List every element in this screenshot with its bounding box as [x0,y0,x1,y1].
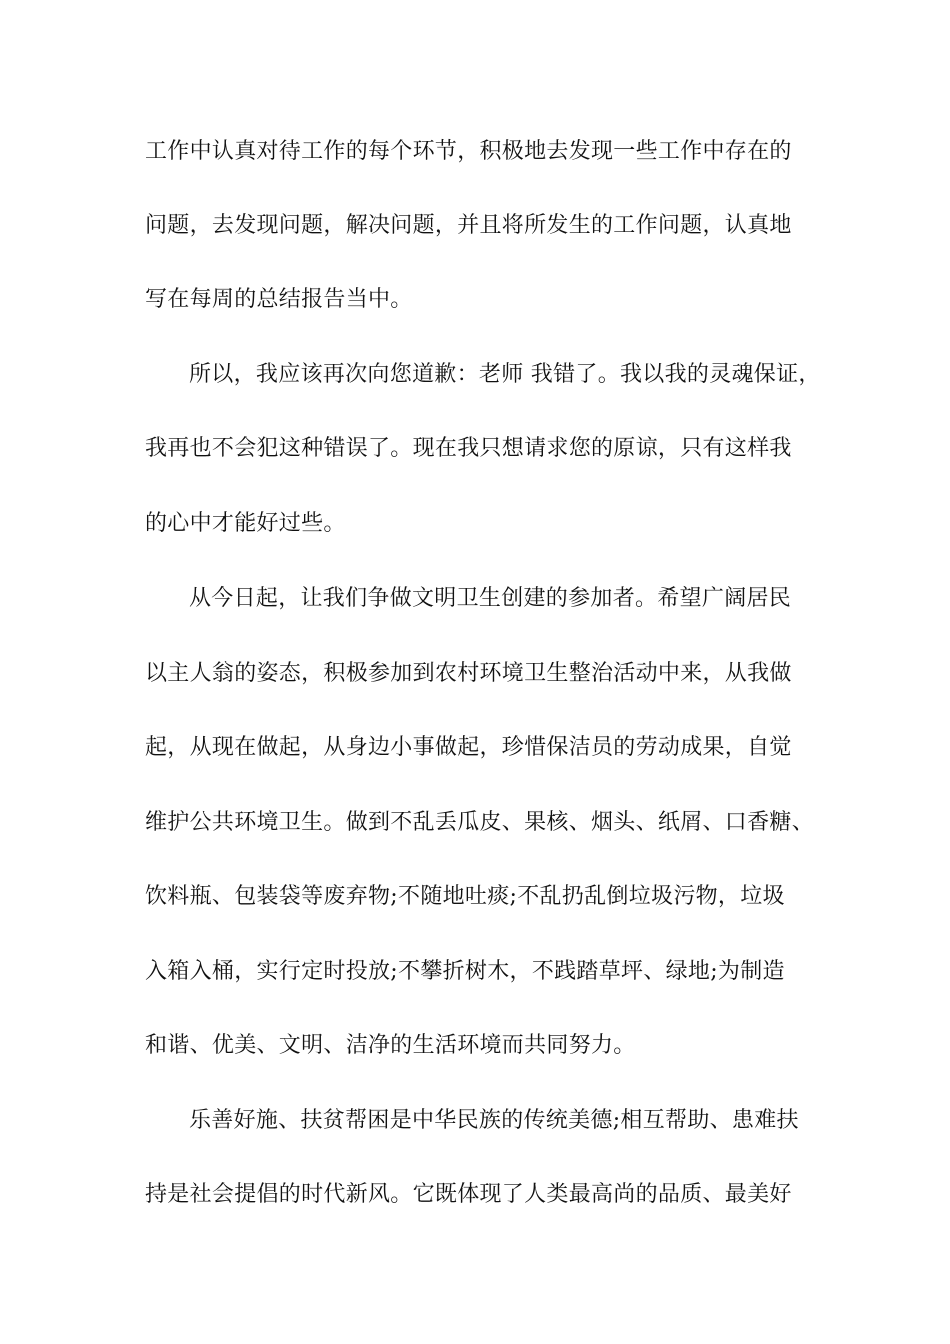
text-line: 维护公共环境卫生。做到不乱丢瓜皮、果核、烟头、纸屑、口香糖、 [145,810,815,835]
text-line: 的心中才能好过些。 [145,511,346,536]
text-line: 写在每周的总结报告当中。 [145,287,413,312]
text-line: 和谐、优美、文明、洁净的生活环境而共同努力。 [145,1033,636,1058]
paragraph-first-line: 乐善好施、扶贫帮困是中华民族的传统美德;相互帮助、患难扶 [189,1108,799,1133]
paragraph-first-line: 从今日起，让我们争做文明卫生创建的参加者。希望广阔居民 [189,586,792,611]
text-line: 问题，去发现问题，解决问题，并且将所发生的工作问题，认真地 [145,213,792,238]
text-line: 起，从现在做起，从身边小事做起，珍惜保洁员的劳动成果，自觉 [145,735,792,760]
paragraph-first-line: 所以，我应该再次向您道歉：老师 我错了。我以我的灵魂保证， [189,362,821,387]
text-line: 入箱入桶，实行定时投放;不攀折树木，不践踏草坪、绿地;为制造 [145,959,785,984]
text-line: 我再也不会犯这种错误了。现在我只想请求您的原谅，只有这样我 [145,436,792,461]
text-line: 饮料瓶、包装袋等废弃物;不随地吐痰;不乱扔乱倒垃圾污物，垃圾 [145,884,785,909]
text-line: 以主人翁的姿态，积极参加到农村环境卫生整治活动中来，从我做 [145,661,792,686]
text-line: 工作中认真对待工作的每个环节，积极地去发现一些工作中存在的 [145,139,792,164]
text-line: 持是社会提倡的时代新风。它既体现了人类最高尚的品质、最美好 [145,1182,792,1207]
